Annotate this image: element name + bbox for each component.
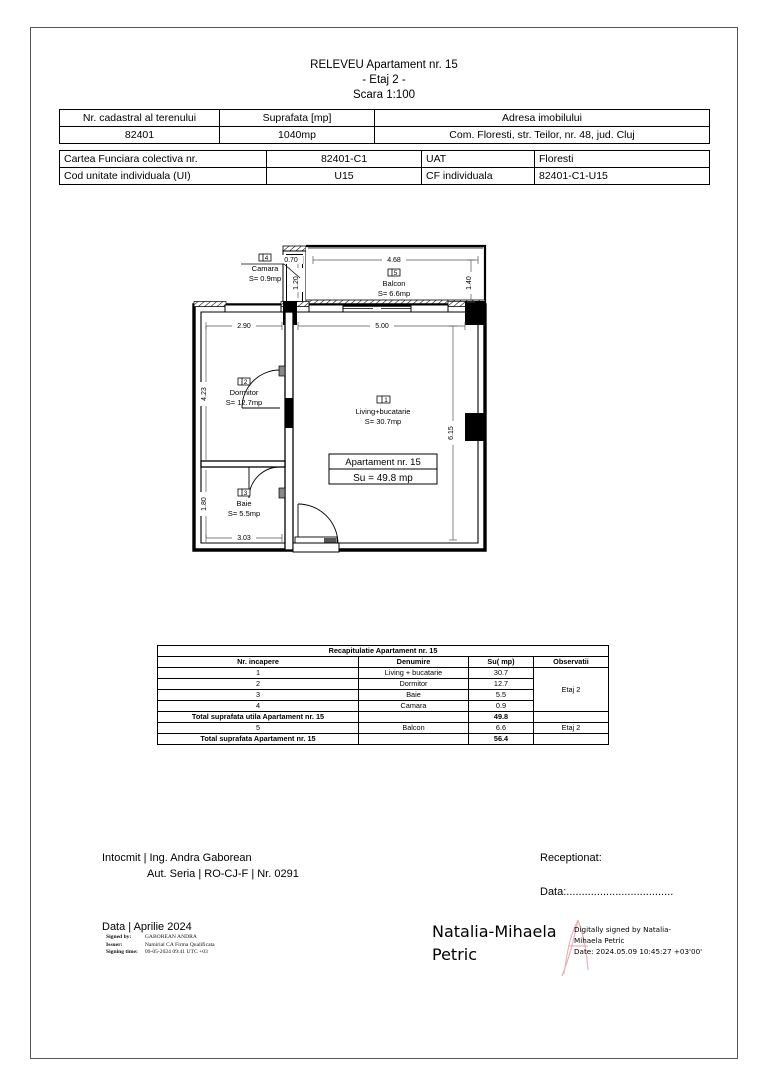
recap-nr-3: 3	[158, 690, 359, 701]
table-row	[158, 723, 609, 734]
document-title-block	[30, 58, 738, 103]
footer-author-block	[102, 850, 299, 882]
sig-row-signing-time	[106, 949, 215, 957]
room-number-balcon: 5	[393, 270, 398, 277]
room-name-dormitor: Dormitor	[229, 388, 259, 397]
dim-balcon-depth: 1.40	[466, 276, 473, 290]
page-title: RELEVEU Apartament nr. 15	[310, 59, 458, 71]
recap-total-utila-obs	[534, 712, 609, 723]
sig-value-signing-time: 09-05-2024 09:41 UTC +03	[144, 949, 208, 956]
signature-detail-line1: Digitally signed by Natalia-	[574, 925, 672, 934]
recap-total-label: Total suprafata Apartament nr. 15	[158, 734, 359, 745]
recap-nr-2: 2	[158, 679, 359, 690]
value-ui-code: U15	[267, 168, 422, 185]
recap-su-3: 5.5	[469, 690, 534, 701]
signature-name-line1: Natalia-Mihaela	[432, 922, 557, 941]
dim-baie-height: 1.80	[201, 497, 208, 511]
recap-total-blank	[359, 734, 469, 745]
room-label-living	[356, 396, 411, 426]
digital-signature-block-right	[432, 920, 703, 980]
dim-dormitor-height: 4.23	[201, 387, 208, 401]
recap-total-utila-label: Total suprafata utila Apartament nr. 15	[158, 712, 359, 723]
footer-intocmit: Intocmit | Ing. Andra Gaborean	[102, 852, 252, 864]
sig-label-signing-time: Signing time:	[106, 949, 138, 956]
room-label-dormitor	[226, 378, 262, 407]
table-row-header	[158, 657, 609, 668]
sig-value-signed-by: GABOREAN ANDRA	[144, 934, 197, 940]
table-row	[60, 127, 710, 144]
recap-observatii-5: Etaj 2	[534, 723, 609, 734]
recap-su-4: 0.9	[469, 701, 534, 712]
value-uat: Floresti	[535, 151, 710, 168]
recap-denumire-4: Camara	[359, 701, 469, 712]
room-number-camara: 4	[264, 255, 269, 262]
recap-total-utila-value: 49.8	[469, 712, 534, 723]
room-area-camara: S= 0.9mp	[248, 274, 282, 283]
dim-living-width: 5.00	[375, 323, 389, 330]
apartment-label: Apartament nr. 15	[345, 457, 421, 468]
recap-su-1: 30.7	[469, 668, 534, 679]
recap-su-5: 6.6	[469, 723, 534, 734]
signature-details	[574, 924, 704, 957]
value-cf-colectiva: 82401-C1	[267, 151, 422, 168]
dim-living-height: 6.15	[448, 426, 455, 440]
signature-detail-line2: Mihaela Petric	[574, 936, 625, 945]
recap-nr-5: 5	[158, 723, 359, 734]
room-name-baie: Baie	[236, 499, 252, 508]
value-cadastral-number: 82401	[60, 127, 220, 144]
sig-label-signed-by: Signed by:	[106, 934, 132, 940]
sig-value-issuer: Namirial CA Firma Qualificata	[144, 941, 215, 948]
recap-header-observatii: Observatii	[534, 657, 609, 668]
recap-observatii-group1: Etaj 2	[534, 668, 609, 712]
room-label-baie	[228, 489, 260, 518]
dim-baie-width: 3.03	[237, 535, 251, 542]
floor-plan-drawing	[180, 238, 600, 578]
recap-header-su: Su( mp)	[469, 657, 534, 668]
room-number-dormitor: 2	[243, 379, 248, 386]
room-name-living: Living+bucatarie	[355, 407, 411, 416]
recap-denumire-5: Balcon	[359, 723, 469, 734]
table-row	[60, 151, 710, 168]
table-row	[60, 110, 710, 127]
digital-signature-stamp-left	[106, 934, 215, 957]
label-cf-colectiva: Cartea Funciara colectiva nr.	[60, 151, 267, 168]
dim-dormitor-width: 2.90	[237, 323, 251, 330]
apartment-summary-box	[329, 454, 437, 484]
signature-name-line2: Petric	[432, 945, 478, 964]
dim-camara-height: 1.20	[293, 276, 300, 290]
footer-data-dotted: Data:...................................	[540, 886, 674, 898]
value-address: Com. Floresti, str. Teilor, nr. 48, jud. Cluj	[375, 127, 710, 144]
table-row	[158, 668, 609, 679]
sig-label-issuer: Issuer:	[106, 941, 123, 948]
recap-nr-4: 4	[158, 701, 359, 712]
recap-total-value: 56.4	[469, 734, 534, 745]
sig-row-signed-by	[106, 934, 215, 942]
recap-caption: Recapitulatie Apartament nr. 15	[158, 646, 609, 657]
room-number-baie: 3	[243, 490, 248, 497]
recap-denumire-3: Baie	[359, 690, 469, 701]
header-surface-area: Suprafata [mp]	[220, 110, 375, 127]
table-row-total	[158, 734, 609, 745]
floor-subtitle: - Etaj 2 -	[362, 74, 406, 86]
recap-header-denumire: Denumire	[359, 657, 469, 668]
room-name-camara: Camara	[251, 264, 279, 273]
land-registry-table	[59, 150, 710, 185]
scale-subtitle: Scara 1:100	[352, 89, 415, 101]
sig-row-issuer	[106, 942, 215, 950]
table-row-caption	[158, 646, 609, 657]
room-number-living: 1	[384, 397, 388, 404]
label-cf-individuala: CF individuala	[422, 168, 535, 185]
apartment-area-label: Su = 49.8 mp	[353, 473, 413, 484]
header-address: Adresa imobilului	[375, 110, 710, 127]
recap-total-utila-blank	[359, 712, 469, 723]
label-ui-code: Cod unitate individuala (UI)	[60, 168, 267, 185]
footer-reception-block	[540, 850, 673, 900]
footer-data: Data | Aprilie 2024	[102, 921, 192, 933]
value-surface-area: 1040mp	[220, 127, 375, 144]
room-name-balcon: Balcon	[382, 279, 406, 288]
recap-nr-1: 1	[158, 668, 359, 679]
room-area-balcon: S= 6.6mp	[377, 289, 411, 298]
signature-name	[432, 920, 567, 966]
signature-detail-line3: Date: 2024.05.09 10:45:27 +03'00'	[574, 947, 703, 956]
label-uat: UAT	[422, 151, 535, 168]
room-area-dormitor: S= 12.7mp	[225, 398, 263, 407]
recap-denumire-2: Dormitor	[359, 679, 469, 690]
table-row-total-utila	[158, 712, 609, 723]
header-cadastral-number: Nr. cadastral al terenului	[60, 110, 220, 127]
recap-header-nr: Nr. incapere	[158, 657, 359, 668]
value-cf-individuala: 82401-C1-U15	[535, 168, 710, 185]
dim-balcon-width: 4.68	[387, 257, 401, 264]
room-area-baie: S= 5.5mp	[227, 509, 261, 518]
table-row	[60, 168, 710, 185]
recap-su-2: 12.7	[469, 679, 534, 690]
recap-denumire-1: Living + bucatarie	[359, 668, 469, 679]
recap-total-obs	[534, 734, 609, 745]
footer-autorizatie: Aut. Seria | RO-CJ-F | Nr. 0291	[147, 868, 299, 880]
footer-receptionat: Receptionat:	[540, 852, 602, 864]
identification-table	[59, 109, 710, 144]
recapitulation-table	[157, 645, 609, 745]
dim-camara-width: 0.70	[284, 257, 298, 264]
room-area-living: S= 30.7mp	[364, 417, 402, 426]
